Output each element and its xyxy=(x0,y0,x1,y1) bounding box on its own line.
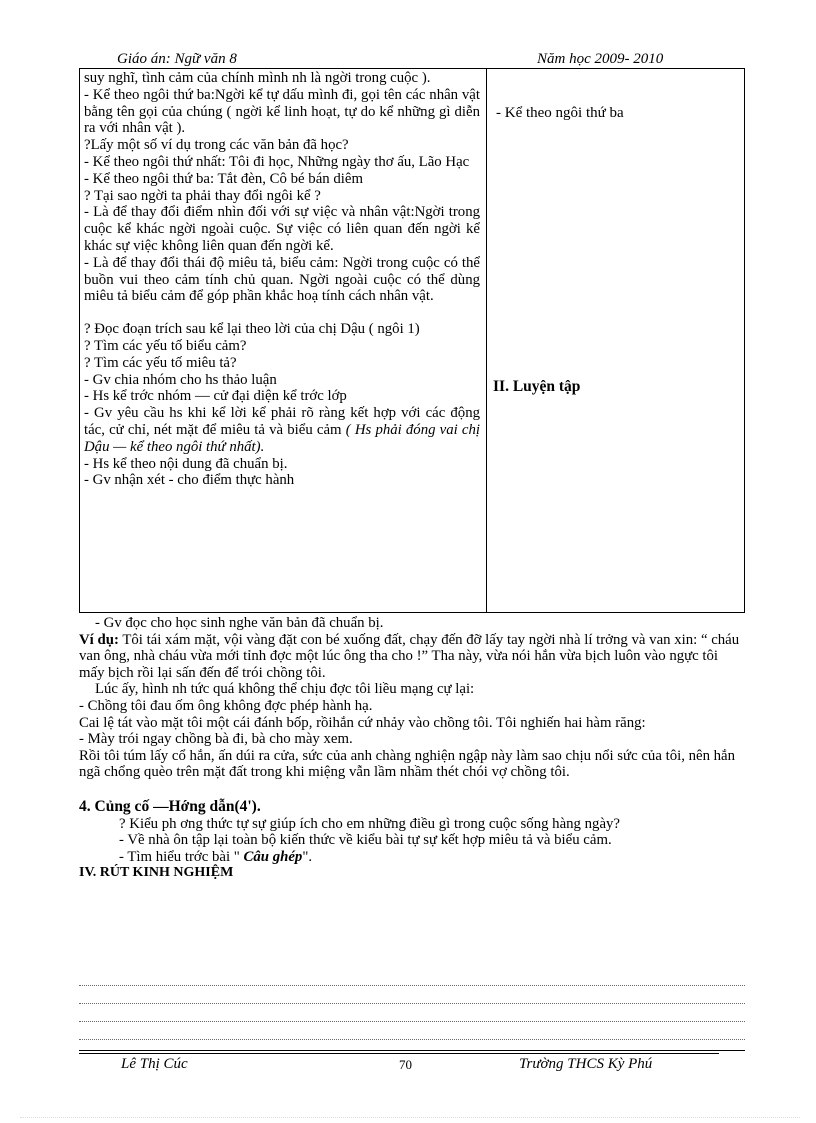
activity-line: - Kể theo ngôi thứ nhất: Tôi đi học, Những ngày thơ ấu, Lão Hạc xyxy=(84,153,470,170)
header-school-year: Năm học 2009- 2010 xyxy=(537,51,664,67)
activity-line: - Kể theo ngôi thứ ba: Tắt đèn, Cô bé bán diêm xyxy=(84,170,363,187)
activity-line: - Hs kể trớc nhóm — cử đại diện kể trớc lớp xyxy=(84,388,347,405)
note-line xyxy=(79,1021,745,1022)
activity-line: - Gv nhận xét - cho điểm thực hành xyxy=(84,472,295,489)
body-paragraph xyxy=(79,849,743,866)
body-paragraph: - Về nhà ôn tập lại toàn bộ kiến thức về kiểu bài tự sự kết hợp miêu tả và biểu cảm. xyxy=(119,832,612,849)
footer-author: Lê Thị Cúc xyxy=(121,1056,188,1072)
page-footer xyxy=(79,1056,745,1076)
section-practice-heading: II. Luyện tập xyxy=(493,378,581,395)
page-number: 70 xyxy=(399,1057,412,1072)
body-paragraph: - Mày trói ngay chồng bà đi, bà cho mày xem. xyxy=(79,731,353,748)
activity-line: - Là để thay đổi điểm nhìn đối với sự việc và nhân vật:Ngời trong cuộc kể khác ngời ngoài cuộc. Sự việc có liên quan đến ngời kể khác sự việc không liên quan đến ngời kể. xyxy=(84,204,480,254)
lesson-table xyxy=(79,68,745,613)
body-paragraph: Cai lệ tát vào mặt tôi một cái đánh bốp, rồihắn cứ nhảy vào chồng tôi. Tôi nghiến hai hàm răng: xyxy=(79,714,646,731)
activity-line: - Gv chia nhóm cho hs thảo luận xyxy=(84,371,277,388)
homework-text: - Tìm hiểu trớc bài " xyxy=(119,848,240,865)
activity-line: ?Lấy một số ví dụ trong các văn bản đã học? xyxy=(84,137,349,154)
footer-school: Trường THCS Kỳ Phú xyxy=(519,1056,653,1072)
example-paragraph xyxy=(79,632,743,682)
content-point: - Kể theo ngôi thứ ba xyxy=(496,105,624,121)
example-label: Ví dụ: xyxy=(79,631,119,648)
page-header xyxy=(79,51,734,69)
body-paragraph: Lúc ấy, hình nh tức quá không thể chịu đợc tôi liều mạng cự lại: xyxy=(95,681,475,698)
homework-text-end: ". xyxy=(302,848,313,865)
activity-line xyxy=(84,405,480,455)
activity-line: - Hs kể theo nội dung đã chuẩn bị. xyxy=(84,455,288,472)
lesson-title: Câu ghép xyxy=(239,848,303,865)
footer-rule xyxy=(79,1050,745,1051)
activity-line: ? Tìm các yếu tố miêu tả? xyxy=(84,354,237,371)
header-lesson-plan: Giáo án: Ngữ văn 8 xyxy=(117,51,237,67)
activity-line: ? Tại sao ngời ta phải thay đổi ngôi kể ? xyxy=(84,187,321,204)
activity-line: ? Tìm các yếu tố biểu cảm? xyxy=(84,337,247,354)
section-4-heading: 4. Củng cố —Hớng dẫn(4'). xyxy=(79,797,261,815)
body-paragraph: - Chồng tôi đau ốm ông không đợc phép hành hạ. xyxy=(79,697,373,714)
table-column-divider xyxy=(486,69,487,612)
body-paragraph: Rồi tôi túm lấy cổ hắn, ấn dúi ra cửa, sức của anh chàng nghiện ngập này làm sao chịu nổi sức của tôi, nên hắn ngã chổng quèo trên mặt đất trong khi miệng vẫn lầm nhầm thét chói vợ chồng tôi. xyxy=(79,747,736,781)
section-4-heading-experience: IV. RÚT KINH NGHIỆM xyxy=(79,865,234,881)
note-line xyxy=(79,1039,745,1040)
body-paragraph: ? Kiểu ph ơng thức tự sự giúp ích cho em những điều gì trong cuộc sống hàng ngày? xyxy=(119,815,620,832)
example-text: Tôi tái xám mặt, vội vàng đặt con bé xuống đất, chạy đến đỡ lấy tay ngời nhà lí trởng và van xin: “ cháu van ông, nhà cháu vừa mới tỉnh đợc một lúc ông tha cho !” Tha này, vừa nói hắn vừa bịch luôn vào ngực tôi mấy bịch rồi lại sấn đến để trói chồng tôi. xyxy=(79,631,740,681)
activity-text: - Gv yêu cầu hs khi kể lời kể phải rõ ràng kết hợp với các động tác, cử chỉ, nét mặt để miêu tả và biểu cảm xyxy=(84,405,480,438)
teaching-activities-column xyxy=(84,70,480,489)
body-paragraph: - Gv đọc cho học sinh nghe văn bản đã chuẩn bị. xyxy=(95,615,384,631)
activity-line: - Là để thay đổi thái độ miêu tả, biểu cảm: Ngời trong cuộc có thể buồn vui theo cảm tính chủ quan. Ngời ngoài cuộc có thể dùng miêu tả biểu cảm để góp phần khắc hoạ tính cách nhân vật. xyxy=(84,254,480,305)
main-body xyxy=(79,615,743,882)
footer-rule xyxy=(79,1053,719,1054)
activity-line: ? Đọc đoạn trích sau kể lại theo lời của chị Dậu ( ngôi 1) xyxy=(84,321,420,338)
note-line xyxy=(79,1003,745,1004)
activity-line: suy nghĩ, tình cảm của chính mình nh là ngời trong cuộc ). xyxy=(84,70,431,86)
activity-line: - Kể theo ngôi thứ ba:Ngời kể tự dấu mình đi, gọi tên các nhân vật bằng tên gọi của chúng ( ngời kể linh hoạt, tự do kể những gì diễn ra với nhân vật ). xyxy=(84,86,480,137)
page-edge xyxy=(20,1117,800,1118)
note-line xyxy=(79,985,745,986)
roleplay-note: ( Hs phải đóng vai chị Dậu — kể theo ngôi thứ nhất). xyxy=(84,421,480,455)
